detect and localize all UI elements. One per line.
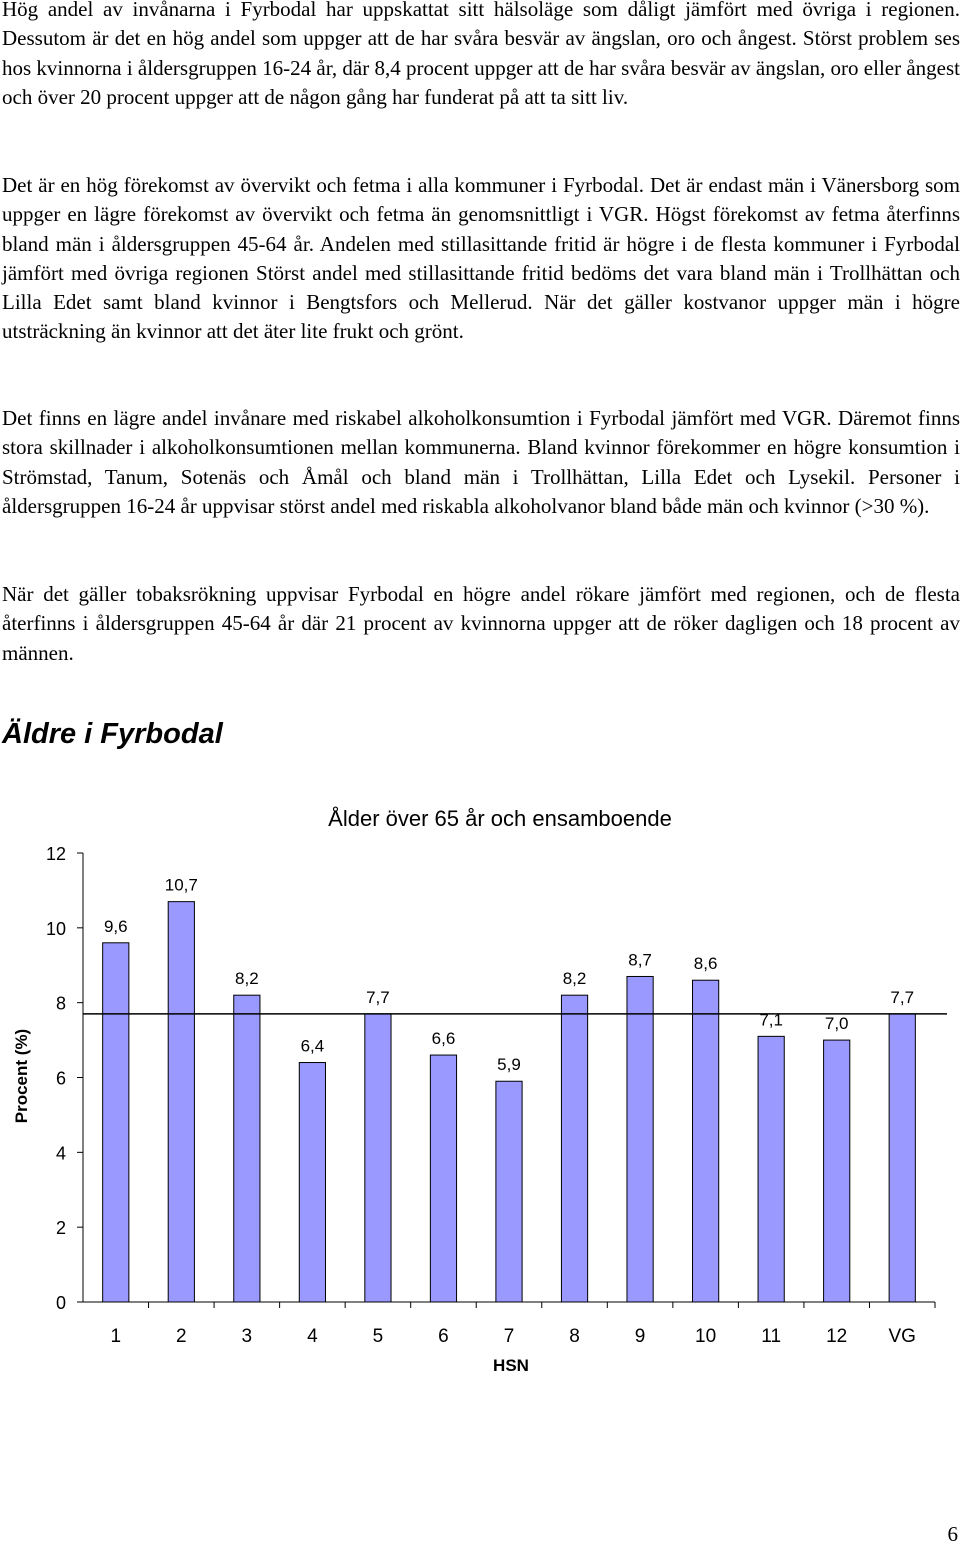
bar-value-label: 7,7: [366, 987, 390, 1007]
bar-value-label: 7,1: [759, 1010, 783, 1030]
bar-chart: [0, 790, 960, 1390]
bar-value-label: 8,6: [693, 954, 718, 974]
bar-value-label: 6,4: [300, 1036, 325, 1056]
paragraph-tobacco: När det gäller tobaksrökning uppvisar Fyrbodal en högre andel rökare jämfört med regionen, och de flesta återfinns i åldersgruppen 45-64 år där 21 procent av kvinnorna uppger att de röker dagligen och 18 procent av männen.: [2, 582, 960, 665]
bar: [889, 1014, 915, 1302]
y-tick-label: 0: [55, 1293, 66, 1313]
bar-value-label: 8,2: [235, 969, 259, 989]
paragraph-alcohol: Det finns en lägre andel invånare med riskabel alkoholkonsumtion i Fyrbodal jämfört med VGR. Däremot finns stora skillnader i alkoholkonsumtionen mellan kommunerna. Bland kvinnor förekommer en högre konsumtion i Strömstad, Tanum, Sotenäs och Åmål och bland män i Trollhättan, Lilla Edet och Lysekil. Personer i åldersgruppen 16-24 år uppvisar störst andel med riskabla alkoholvanor bland både män och kvinnor (>30 %).: [2, 406, 960, 518]
x-axis-label: HSN: [493, 1356, 529, 1375]
bar-value-label: 10,7: [164, 875, 198, 895]
bar: [758, 1036, 784, 1302]
x-axis-tick-labels: [110, 1302, 935, 1347]
y-tick-label: 4: [55, 1143, 66, 1164]
y-tick-label: 10: [45, 918, 66, 939]
page-number: 6: [947, 1522, 958, 1546]
bar: [693, 980, 719, 1302]
x-tick-label: 12: [826, 1326, 848, 1347]
y-axis-label: Procent (%): [12, 1028, 31, 1124]
bar-value-label: 8,2: [562, 969, 587, 989]
y-tick-label: 12: [45, 844, 66, 864]
x-tick-label: 4: [307, 1326, 318, 1347]
x-tick-label: 6: [438, 1326, 449, 1347]
y-tick-label: 2: [55, 1218, 66, 1239]
paragraph-overweight: Det är en hög förekomst av övervikt och fetma i alla kommuner i Fyrbodal. Det är endast män i Vänersborg som uppger en lägre förekomst av övervikt och fetma än genomsnittligt i VGR. Högst förekomst av fetma återfinns bland män i åldersgruppen 45-64 år. Andelen med stillasittande fritid är högre i de flesta kommuner i Fyrbodal jämfört med övriga regionen Störst andel med stillasittande fritid bedöms det vara bland män i Trollhättan och Lilla Edet samt bland kvinnor i Bengtsfors och Mellerud. När det gäller kostvanor uppger män i högre utsträckning än kvinnor att det äter lite frukt och grönt.: [2, 173, 960, 344]
bar: [561, 995, 587, 1302]
x-tick-label: VG: [888, 1326, 916, 1347]
x-tick-label: 9: [634, 1326, 646, 1347]
bars: [103, 876, 916, 1302]
section-heading: Äldre i Fyrbodal: [2, 718, 223, 750]
chart-title: Ålder över 65 år och ensamboende: [328, 806, 672, 831]
x-tick-label: 8: [569, 1326, 580, 1347]
bar-value-label: 5,9: [497, 1055, 521, 1075]
x-tick-label: 1: [110, 1326, 122, 1347]
x-tick-label: 10: [695, 1326, 717, 1347]
y-axis-ticks: [46, 844, 83, 1313]
bar-value-label: 6,6: [431, 1029, 456, 1049]
x-tick-label: 2: [176, 1326, 187, 1347]
bar: [824, 1040, 850, 1302]
bar: [299, 1063, 325, 1302]
bar: [365, 1014, 391, 1302]
bar-value-label: 9,6: [103, 916, 128, 936]
y-tick-label: 8: [55, 993, 66, 1014]
bar-value-label: 7,7: [890, 987, 915, 1007]
paragraph-mental-health: Hög andel av invånarna i Fyrbodal har uppskattat sitt hälsoläge som dåligt jämfört med övriga i regionen. Dessutom är det en hög andel som uppger att de har svåra besvär av ängslan, oro och ångest. Störst problem ses hos kvinnorna i åldersgruppen 16-24 år, där 8,4 procent uppger att de har svåra besvär av ängslan, oro eller ångest och över 20 procent uppger att de någon gång har funderat på att ta sitt liv.: [2, 0, 960, 109]
x-tick-label: 5: [372, 1326, 384, 1347]
x-tick-label: 7: [503, 1326, 515, 1347]
bar: [234, 995, 260, 1302]
bar: [430, 1055, 456, 1302]
bar: [627, 976, 653, 1302]
bar: [103, 943, 129, 1302]
bar-value-label: 8,7: [628, 950, 652, 970]
y-tick-label: 6: [55, 1068, 66, 1089]
bar: [168, 902, 194, 1302]
bar-value-label: 7,0: [824, 1014, 849, 1034]
bar: [496, 1081, 522, 1302]
x-tick-label: 3: [241, 1326, 253, 1347]
x-tick-label: 11: [761, 1326, 782, 1347]
